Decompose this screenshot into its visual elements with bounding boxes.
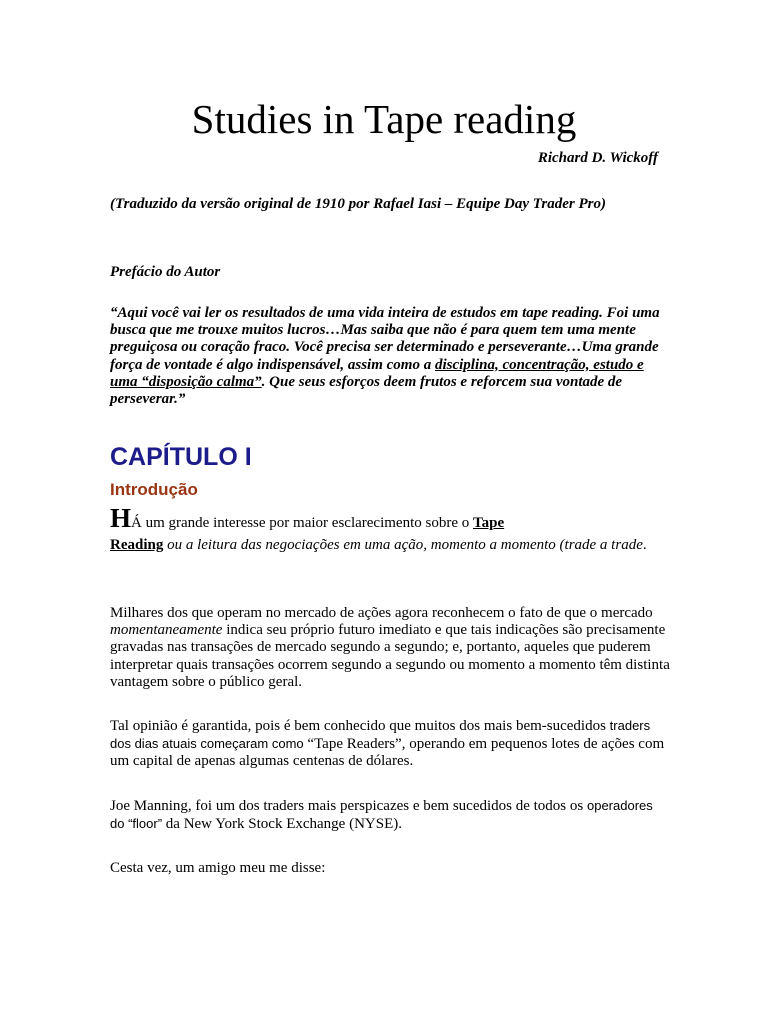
para4-text-end: da New York Stock Exchange (NYSE). (162, 816, 402, 833)
para4-text-start: Joe Manning, foi um dos traders mais perspicazes e bem sucedidos de todos os (110, 798, 587, 814)
para2-text-start: Milhares dos que operam no mercado de ações agora reconhecem o fato de que o mercado (110, 605, 653, 621)
quote-text-end: . Que seus esforços deem frutos e reforcem sua vontade de perseverar.” (110, 373, 623, 408)
quote-text-start: “Aqui você vai ler os resultados de uma vida inteira de estudos em tape reading. Foi uma busca que me trouxe muitos lucros…Mas saiba que não é para quem tem uma mente preguiçosa ou coração fraco. Você precisa ser determinado e perseverante…Uma grande força de vontade é algo indispensável, assim como a (110, 305, 660, 373)
chapter-heading: CAPÍTULO I (110, 443, 252, 471)
paragraph-joe-manning (110, 797, 670, 833)
para3-sans-text: traders dos dias atuais começaram como (110, 718, 651, 752)
drop-cap: H (110, 503, 132, 533)
document-title: Studies in Tape reading (191, 96, 577, 142)
para2-text-end: indica seu próprio futuro imediato e que tais indicações são precisamente gravadas nas transações de mercado segundo a segundo; e, portanto, aqueles que puderem interpretar quais transações ocorrem segundo a segundo ou momento a momento têm distinta vantagem sobre o público geral. (110, 622, 670, 690)
quote-underlined-text: disciplina, concentração, estudo e uma “disposição calma” (110, 356, 644, 390)
preface-heading: Prefácio do Autor (110, 264, 221, 280)
intro-italic-text: ou a leitura das negociações em uma ação, momento a momento (trade a trade (163, 537, 643, 553)
para2-italic: momentaneamente (110, 622, 223, 639)
reading-link[interactable]: Reading (110, 537, 164, 553)
author-name: Richard D. Wickoff (537, 150, 658, 166)
tape-link[interactable]: Tape (472, 515, 505, 531)
paragraph-tape-readers (110, 717, 670, 771)
para3-text-start: Tal opinião é garantida, pois é bem conhecido que muitos dos mais bem-sucedidos (110, 718, 610, 734)
para3-text-end: “Tape Readers”, operando em pequenos lotes de ações com um capital de apenas algumas centenas de dólares. (110, 736, 665, 770)
intro-end: . (642, 537, 647, 553)
para4-sans-text: operadores do “floor” (110, 798, 653, 832)
paragraph-friend: Cesta vez, um amigo meu me disse: (110, 860, 326, 876)
intro-second-line (110, 537, 670, 555)
intro-text: Á um grande interesse por maior esclarecimento sobre o (131, 515, 473, 531)
translation-note: (Traduzido da versão original de 1910 por Rafael Iasi – Equipe Day Trader Pro) (110, 196, 606, 212)
author-quote (110, 305, 660, 408)
intro-paragraph (110, 505, 670, 555)
section-heading: Introdução (110, 480, 198, 499)
paragraph-momentum (110, 605, 670, 691)
